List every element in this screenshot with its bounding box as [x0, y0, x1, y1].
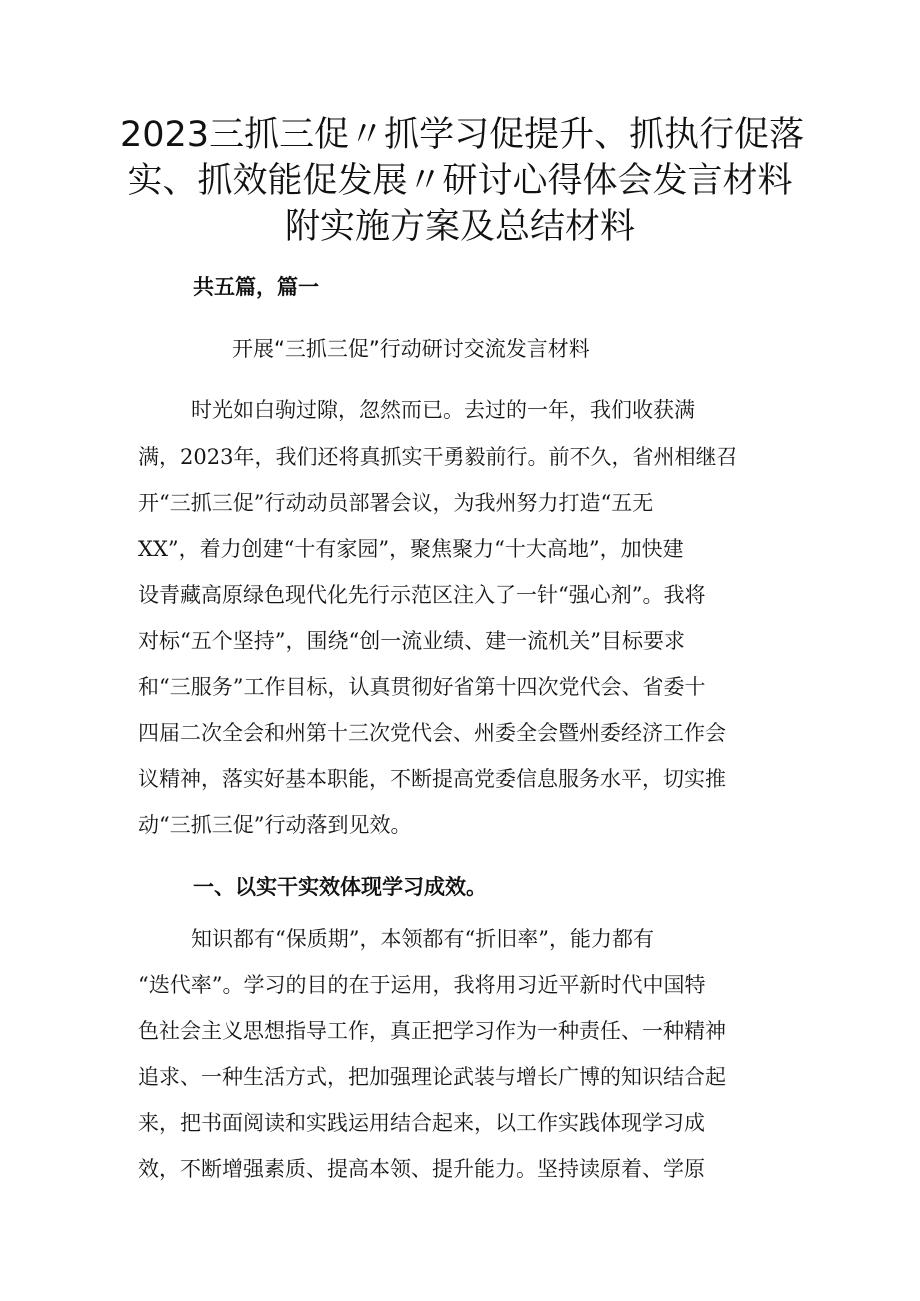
paragraph1-line-4: XX”，着力创建“十有家园”，聚焦聚力“十大高地”，加快建 — [138, 537, 684, 561]
paragraph2-line-3: 色社会主义思想指导工作，真正把学习作为一种责任、一种精神 — [138, 1019, 726, 1043]
paragraph1-line-8: 四届二次全会和州第十三次党代会、州委全会暨州委经济工作会 — [138, 721, 726, 745]
document-title-line-2 — [120, 158, 800, 204]
paragraph1-line-6: 对标“五个坚持”，围绕“创一流业绩、建一流机关”目标要求 — [138, 629, 685, 653]
title-text-2: 实、抓效能促发展〃研讨心得体会发言材料 — [127, 161, 793, 201]
paragraph1-line-10: 动“三抓三促”行动落到见效。 — [138, 813, 412, 837]
paragraph2-line-2: “迭代率”。学习的目的在于运用，我将用习近平新时代中国特 — [138, 973, 706, 997]
paragraph1-line-5: 设青藏高原绿色现代化先行示范区注入了一针“强心剂”。我将 — [138, 583, 706, 607]
document-title-line-1 — [120, 112, 805, 158]
article-subtitle: 开展“三抓三促”行动研讨交流发言材料 — [232, 337, 590, 361]
paragraph1-line-9: 议精神，落实好基本职能，不断提高党委信息服务水平，切实推 — [138, 767, 726, 791]
paragraph1-line-2: 满，2023年，我们还将真抓实干勇毅前行。前不久，省州相继召 — [138, 445, 738, 469]
paragraph1-line-1: 时光如白驹过隙，忽然而已。去过的一年，我们收获满 — [191, 398, 695, 422]
title-text-3: 附实施方案及总结材料 — [284, 207, 635, 247]
paragraph1-line-3: 开“三抓三促”行动动员部署会议，为我州努力打造“五无 — [138, 491, 654, 515]
paragraph2-line-4: 追求、一种生活方式，把加强理论武装与增长广博的知识结合起 — [138, 1065, 726, 1089]
paragraph1-line-7: 和“三服务”工作目标，认真贯彻好省第十四次党代会、省委十 — [138, 675, 706, 699]
section-heading-1: 一、以实干实效体现学习成效。 — [193, 875, 487, 899]
article-count-label: 共五篇，篇一 — [193, 275, 319, 299]
paragraph2-line-6: 效，不断增强素质、提高本领、提升能力。坚持读原着、学原 — [138, 1157, 705, 1181]
document-title-line-3 — [120, 204, 800, 250]
title-text-1: 2023三抓三促〃抓学习促提升、抓执行促落 — [120, 115, 805, 155]
paragraph2-line-5: 来，把书面阅读和实践运用结合起来，以工作实践体现学习成 — [138, 1111, 705, 1135]
paragraph2-line-1: 知识都有“保质期”，本领都有“折旧率”，能力都有 — [191, 927, 654, 951]
